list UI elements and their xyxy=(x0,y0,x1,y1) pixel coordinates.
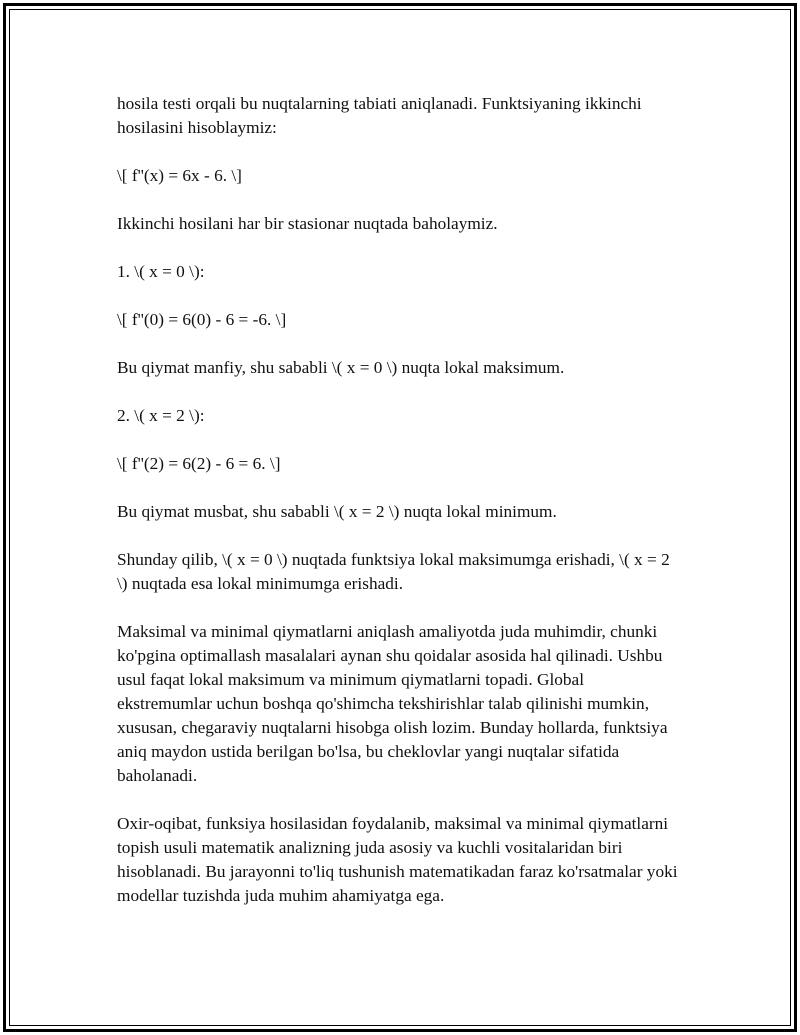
formula-at-two: \[ f''(2) = 6(2) - 6 = 6. \] xyxy=(117,454,281,473)
paragraph-conclusion: Oxir-oqibat, funksiya hosilasidan foydalanib, maksimal va minimal qiymatlarni topish usuli matematik analizning juda asosiy va kuchli vositalaridan biri hisoblanadi. Bu jarayonni to'liq tushunish matematikadan faraz ko'rsatmalar yoki modellar tuzishda juda muhim ahamiyatga ega. xyxy=(117,814,678,905)
list-item-1-heading: 1. \( x = 0 \): xyxy=(117,262,205,281)
paragraph-local-min: Bu qiymat musbat, shu sababli \( x = 2 \) nuqta lokal minimum. xyxy=(117,502,557,521)
document-body xyxy=(117,92,683,932)
formula-at-zero: \[ f''(0) = 6(0) - 6 = -6. \] xyxy=(117,310,287,329)
paragraph-intro: hosila testi orqali bu nuqtalarning tabiati aniqlanadi. Funktsiyaning ikkinchi hosilasini hisoblaymiz: xyxy=(117,94,642,137)
paragraph-practical: Maksimal va minimal qiymatlarni aniqlash amaliyotda juda muhimdir, chunki ko'pgina optimallash masalalari aynan shu qoidalar asosida hal qilinadi. Ushbu usul faqat lokal maksimum va minimum qiymatlarni topadi. Global ekstremumlar uchun boshqa qo'shimcha tekshirishlar talab qilinishi mumkin, xususan, chegaraviy nuqtalarni hisobga olish lozim. Bunday hollarda, funktsiya aniq maydon ustida berilgan bo'lsa, bu cheklovlar yangi nuqtalar sifatida baholanadi. xyxy=(117,622,668,785)
paragraph-evaluate: Ikkinchi hosilani har bir stasionar nuqtada baholaymiz. xyxy=(117,214,498,233)
paragraph-summary: Shunday qilib, \( x = 0 \) nuqtada funktsiya lokal maksimumga erishadi, \( x = 2 \) nuqtada esa lokal minimumga erishadi. xyxy=(117,550,670,593)
paragraph-local-max: Bu qiymat manfiy, shu sababli \( x = 0 \) nuqta lokal maksimum. xyxy=(117,358,565,377)
formula-second-derivative: \[ f''(x) = 6x - 6. \] xyxy=(117,166,242,185)
list-item-2-heading: 2. \( x = 2 \): xyxy=(117,406,205,425)
